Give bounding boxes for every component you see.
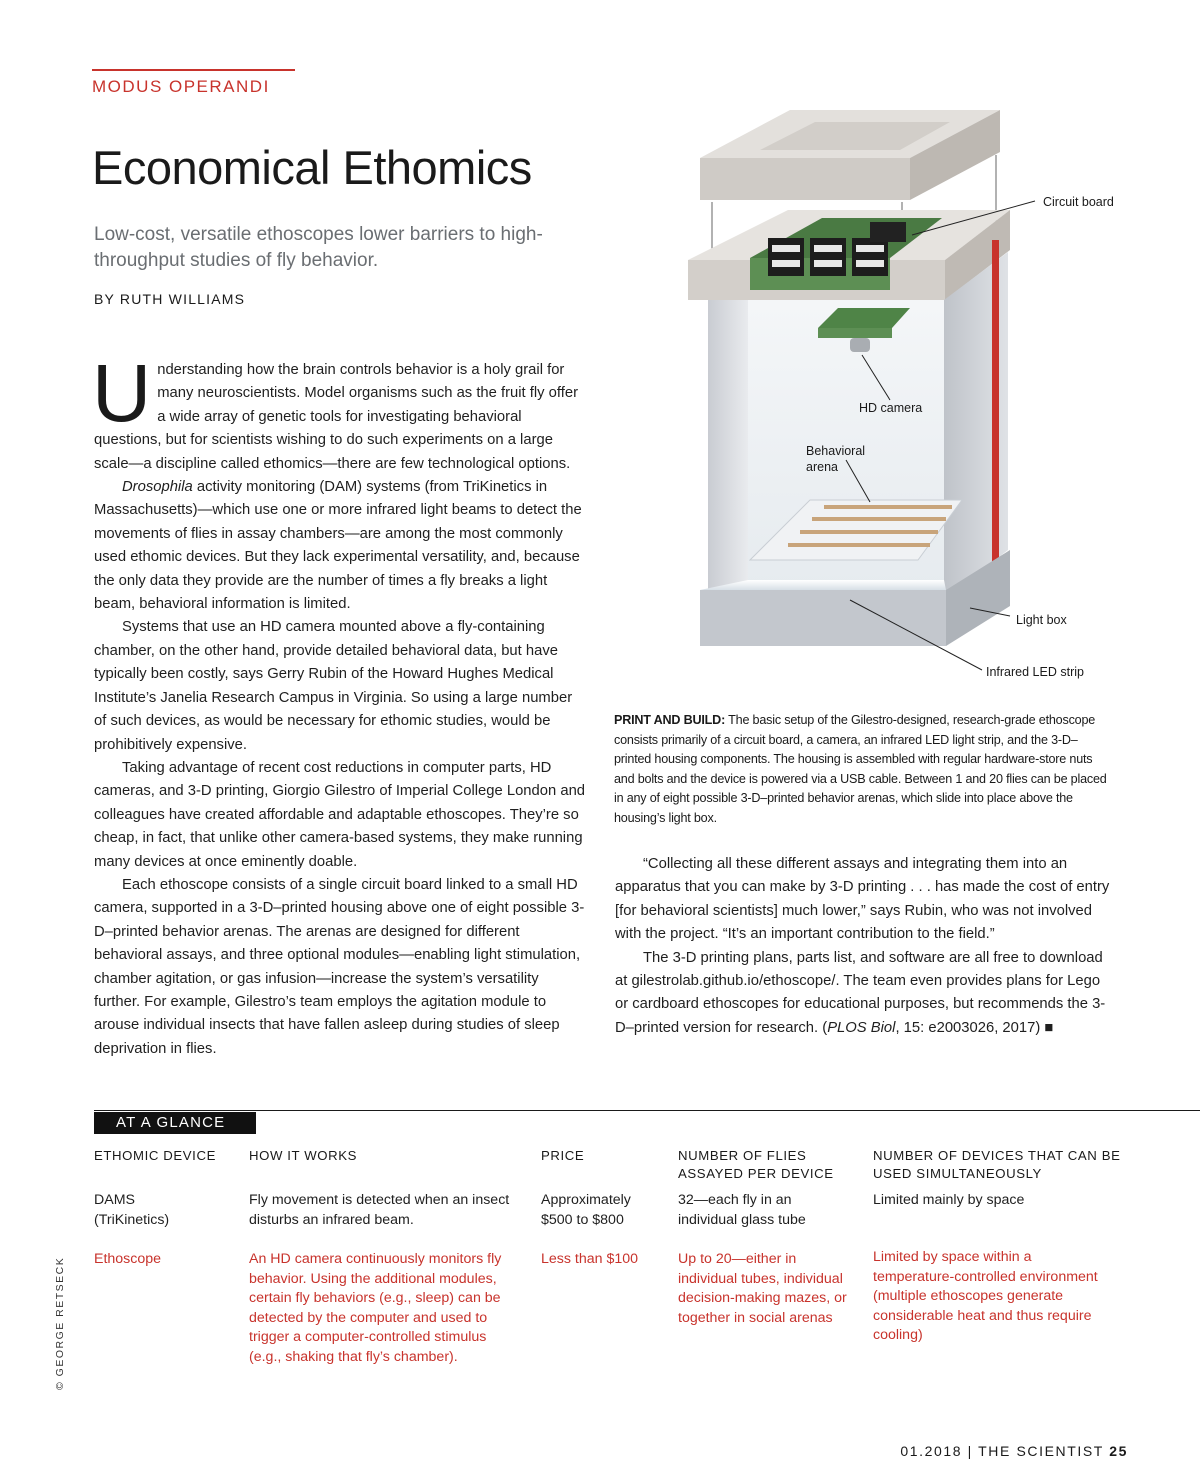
table-row-dams-flies: 32—each fly in an individual glass tube <box>678 1192 806 1228</box>
table-row-dams-how: Fly movement is detected when an insect disturbs an infrared beam. <box>249 1192 510 1228</box>
top-lid <box>700 110 1000 200</box>
ethoscope-illustration <box>600 110 1200 690</box>
table-header-how: HOW IT WORKS <box>249 1148 358 1163</box>
label-behavioral-arena: Behavioral arena <box>806 444 866 474</box>
byline: BY RUTH WILLIAMS <box>94 291 246 307</box>
glance-tag: AT A GLANCE <box>94 1112 256 1134</box>
label-hd-camera: HD camera <box>859 401 923 415</box>
table-row-ethoscope-devices: Limited by space within a temperature-controlled environment (multiple ethoscopes generate considerable heat and thus require cooling) <box>873 1249 1098 1344</box>
end-mark: ■ <box>1044 1019 1054 1036</box>
body-paragraph-2: Drosophila activity monitoring (DAM) systems (from TriKinetics in Massachusetts)—which use one or more infrared light beams to detect the movements of flies in assay chambers—are among the most commonly used ethomic devices. But they lack experimental versatility, and, because the only data they provide are the number of times a fly breaks a light beam, behavioral information is limited. <box>94 479 582 613</box>
body-paragraph-5: Each ethoscope consists of a single circuit board linked to a small HD camera, supported in a 3-D–printed housing above one of eight possible 3-D–printed behavior arenas. The arenas are designed for different behavioral assays, and three optional modules—enabling light stimulation, chamber agitation, or gas infusion—increase the system’s versatility further. For example, Gilestro’s team employs the agitation module to arouse individual insects that have fallen asleep during studies of sleep deprivation in flies. <box>94 876 585 1057</box>
table-row-ethoscope-price: Less than $100 <box>541 1251 639 1267</box>
table-header-devices: NUMBER OF DEVICES THAT CAN BE USED SIMULTANEOUSLY <box>873 1148 1121 1181</box>
table-header-price: PRICE <box>541 1148 585 1163</box>
figure-caption: PRINT AND BUILD: The basic setup of the Gilestro-designed, research-grade ethoscope consists primarily of a circuit board, a camera, an infrared LED light strip, and the 3-D–printed housing components. The housing is assembled with regular hardware-store nuts and bolts and the device is powered via a USB cable. Between 1 and 20 flies can be placed in any of eight possible 3-D–printed behavior arenas, which slide into place above the housing’s light box. <box>614 713 1107 825</box>
table-row-ethoscope-how: An HD camera continuously monitors fly behavior. Using the additional modules, certain fly behaviors (e.g., sleep) can be detected by the computer and used to trigger a computer-controlled stimulus (e.g., shaking that fly’s chamber). <box>249 1251 502 1365</box>
body-column-left <box>92 348 586 1061</box>
table-row-dams-devices: Limited mainly by space <box>873 1192 1025 1208</box>
body-column-right <box>615 853 1110 1040</box>
label-light-box: Light box <box>1016 613 1067 627</box>
body-paragraph-3: Systems that use an HD camera mounted above a fly-containing chamber, on the other hand, provide detailed behavioral data, but have typically been costly, says Gerry Rubin of the Howard Hughes Medical Institute’s Janelia Research Campus in Virginia. So using a large number of such devices, as would be necessary for ethomic studies, would be prohibitively expensive. <box>94 619 573 753</box>
label-infrared-led: Infrared LED strip <box>986 665 1084 679</box>
body-paragraph-4: Taking advantage of recent cost reductions in computer parts, HD cameras, and 3-D printing, Giorgio Gilestro of Imperial College London and colleagues have created affordable and adaptable ethoscopes. They’re so cheap, in fact, that unlike other camera-based systems, they make running many devices at once eminently doable. <box>94 759 586 870</box>
page-folio: 01.2018 | THE SCIENTIST 25 <box>900 1443 1128 1459</box>
table-row-dams-price: Approximately $500 to $800 <box>541 1192 631 1228</box>
right-paragraph-1: “Collecting all these different assays and integrating them into an apparatus that you can make by 3-D printing . . . has made the cost of entry [for behavioral scientists] much lower,” says Rubin, who was not involved with the project. “It’s an important contribution to the field.” <box>615 856 1110 943</box>
section-label: MODUS OPERANDI <box>92 77 270 96</box>
glance-rule <box>94 1110 1200 1111</box>
label-circuit-board: Circuit board <box>1043 195 1114 209</box>
section-rule <box>92 69 295 71</box>
article-title: Economical Ethomics <box>92 141 532 194</box>
page-number: 25 <box>1109 1443 1128 1459</box>
table-row-ethoscope-flies: Up to 20—either in individual tubes, individual decision-making mazes, or together in social arenas <box>678 1251 847 1326</box>
table-row-dams-device: DAMS (TriKinetics) <box>94 1192 170 1228</box>
table-header-flies: NUMBER OF FLIES ASSAYED PER DEVICE <box>678 1148 834 1181</box>
right-paragraph-2: The 3-D printing plans, parts list, and software are all free to download at gilestrolab.github.io/ethoscope/. The team even provides plans for Lego or cardboard ethoscopes for educational purposes, but recommends the 3-D–printed version for research. (PLOS Biol, 15: e2003026, 2017) ■ <box>615 949 1106 1036</box>
drop-cap: U <box>92 348 152 439</box>
article-deck: Low-cost, versatile ethoscopes lower barriers to high-throughput studies of fly behavior. <box>94 224 543 271</box>
photo-credit: © GEORGE RETSECK <box>54 1256 66 1390</box>
table-row-ethoscope-device: Ethoscope <box>94 1251 162 1267</box>
table-header-device: ETHOMIC DEVICE <box>94 1148 216 1163</box>
body-paragraph-1: Understanding how the brain controls behavior is a holy grail for many neuroscientists. Model organisms such as the fruit fly offer a wide array of genetic tools for investigating behavioral questions, but for scientists wishing to do such experiments on a large scale—a discipline called ethomics—there are few technological options. <box>92 348 579 472</box>
